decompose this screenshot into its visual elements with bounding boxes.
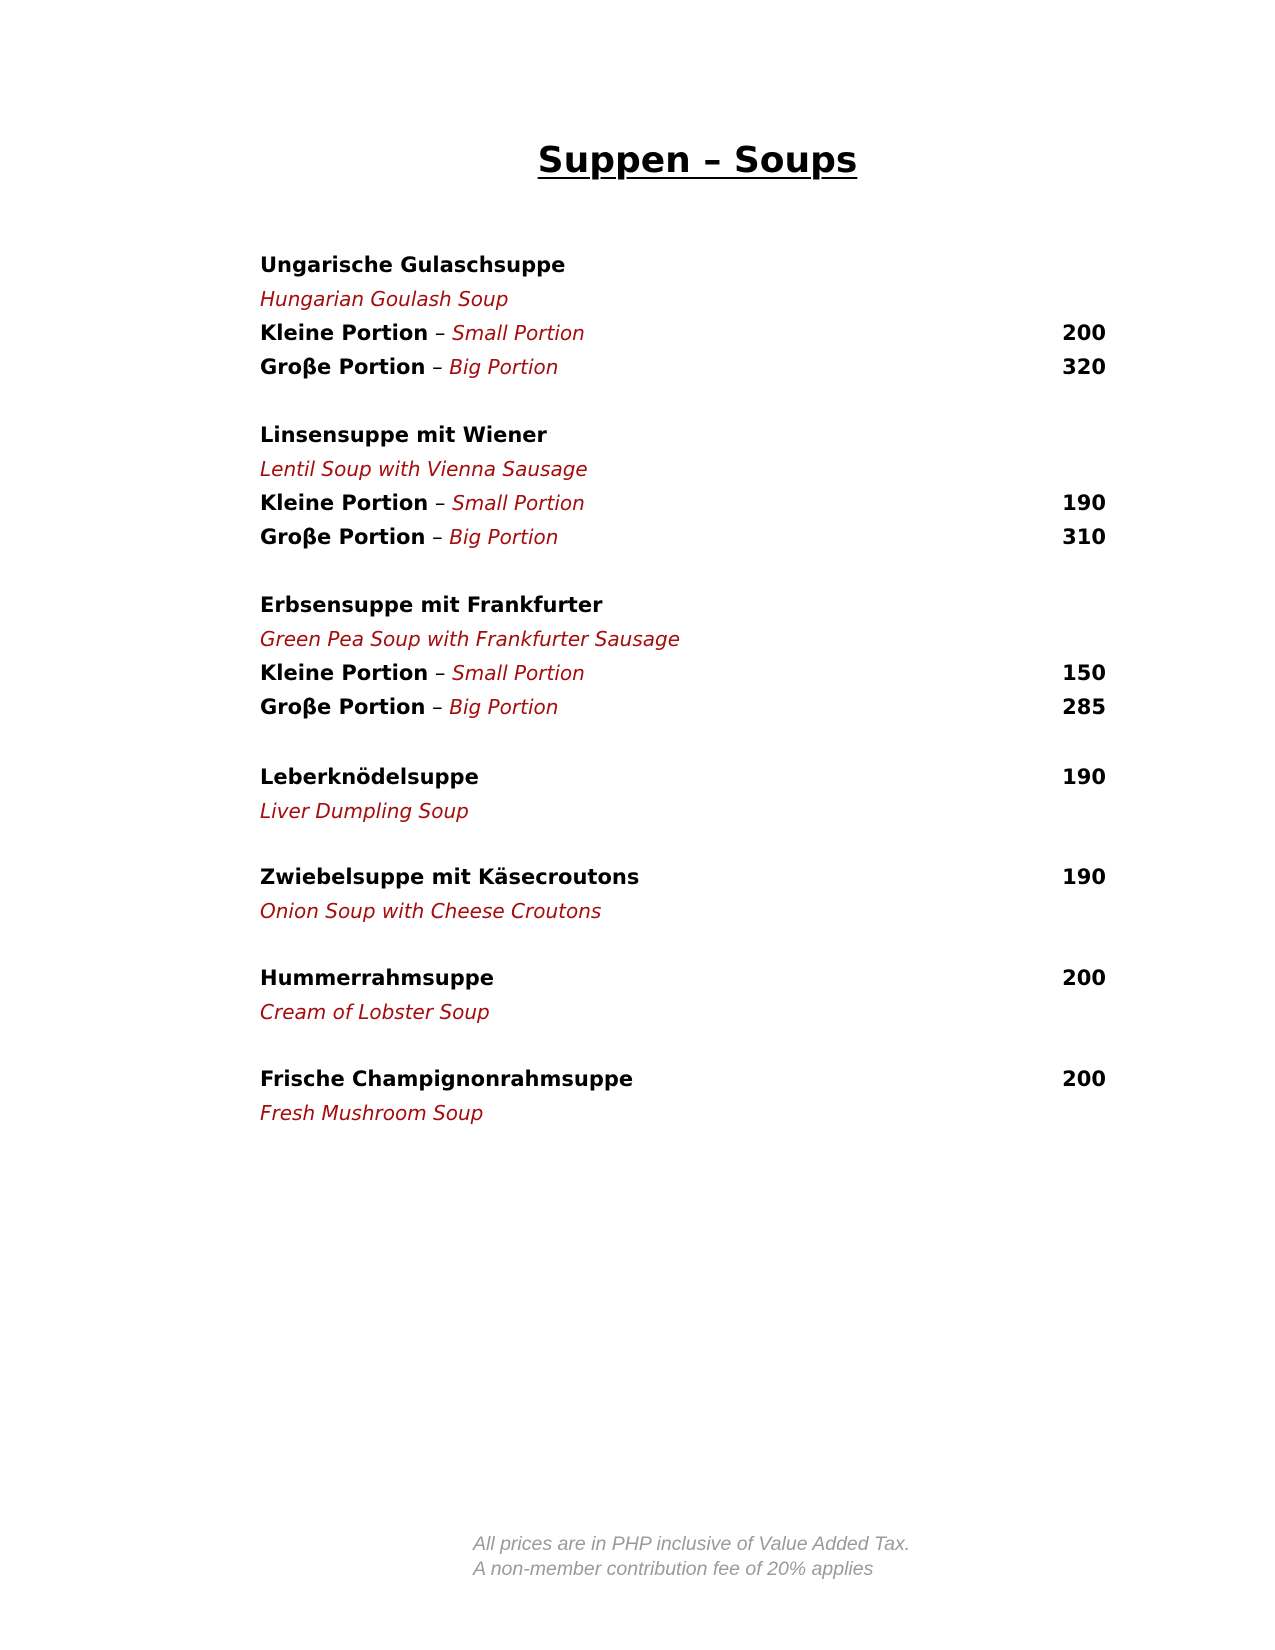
portion-label-en: Big Portion (449, 355, 559, 379)
portion-row-big (260, 690, 1106, 724)
menu-item-liver-dumpling-soup (260, 760, 1106, 828)
item-name: Frische Champignonrahmsuppe (260, 1067, 634, 1091)
item-translation: Green Pea Soup with Frankfurter Sausage (260, 627, 680, 651)
item-price: 285 (1062, 695, 1106, 719)
footnote-line-fee: A non-member contribution fee of 20% applies (473, 1558, 874, 1580)
item-translation: Onion Soup with Cheese Croutons (260, 899, 602, 923)
item-translation: Liver Dumpling Soup (260, 799, 469, 823)
portion-row-small (260, 486, 1106, 520)
portion-label-en: Big Portion (449, 695, 559, 719)
item-name: Leberknödelsuppe (260, 765, 479, 789)
item-price: 200 (1062, 966, 1106, 990)
portion-row-big (260, 350, 1106, 384)
item-price: 190 (1062, 865, 1106, 889)
portion-label-en: Big Portion (449, 525, 559, 549)
item-price: 190 (1062, 491, 1106, 515)
menu-item-lentil-soup (260, 418, 1106, 554)
footnote-line-vat: All prices are in PHP inclusive of Value Added Tax. (473, 1533, 911, 1555)
item-name: Zwiebelsuppe mit Käsecroutons (260, 865, 640, 889)
menu-item-green-pea-soup (260, 588, 1106, 724)
portion-row-small (260, 656, 1106, 690)
item-price: 200 (1062, 321, 1106, 345)
item-price: 320 (1062, 355, 1106, 379)
portion-row-small (260, 316, 1106, 350)
portion-dash: – (428, 661, 453, 685)
menu-item-onion-soup (260, 860, 1106, 928)
portion-label-de: Groβe Portion (260, 355, 426, 379)
menu-item-goulash-soup (260, 248, 1106, 384)
item-translation: Lentil Soup with Vienna Sausage (260, 457, 588, 481)
portion-dash: – (428, 491, 453, 515)
portion-label-en: Small Portion (452, 321, 585, 345)
item-name: Erbsensuppe mit Frankfurter (260, 593, 603, 617)
menu-item-mushroom-soup (260, 1062, 1106, 1130)
item-name: Hummerrahmsuppe (260, 966, 495, 990)
item-price: 190 (1062, 765, 1106, 789)
menu-item-lobster-soup (260, 961, 1106, 1029)
portion-label-de: Kleine Portion (260, 661, 429, 685)
portion-label-de: Kleine Portion (260, 321, 429, 345)
item-price: 310 (1062, 525, 1106, 549)
item-price: 200 (1062, 1067, 1106, 1091)
portion-dash: – (425, 695, 450, 719)
item-translation: Hungarian Goulash Soup (260, 287, 509, 311)
portion-label-de: Kleine Portion (260, 491, 429, 515)
page-title: Suppen – Soups (537, 140, 858, 181)
portion-dash: – (428, 321, 453, 345)
portion-dash: – (425, 525, 450, 549)
item-translation: Fresh Mushroom Soup (260, 1101, 484, 1125)
item-name: Linsensuppe mit Wiener (260, 423, 547, 447)
portion-dash: – (425, 355, 450, 379)
item-price: 150 (1062, 661, 1106, 685)
portion-label-en: Small Portion (452, 661, 585, 685)
price-footnote (473, 1532, 910, 1582)
item-name: Ungarische Gulaschsuppe (260, 253, 566, 277)
portion-label-de: Groβe Portion (260, 525, 426, 549)
portion-row-big (260, 520, 1106, 554)
portion-label-de: Groβe Portion (260, 695, 426, 719)
item-translation: Cream of Lobster Soup (260, 1000, 490, 1024)
portion-label-en: Small Portion (452, 491, 585, 515)
